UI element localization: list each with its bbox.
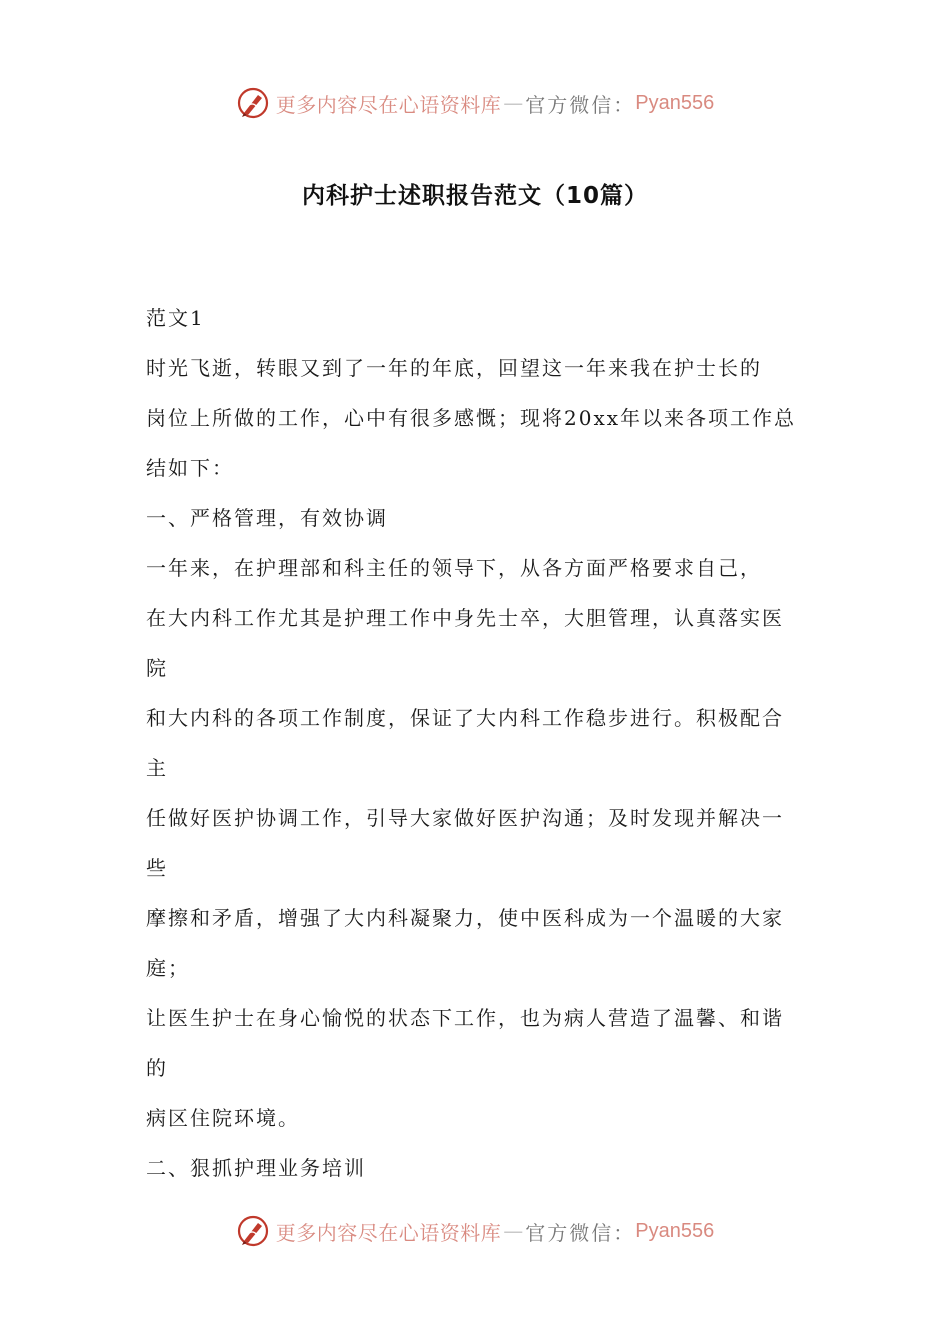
- section-heading: 二、狠抓护理业务培训: [146, 1156, 366, 1180]
- banner-separator: —: [503, 91, 524, 115]
- body-line: 任做好医护协调工作，引导大家做好医护沟通；及时发现并解决一: [146, 806, 784, 830]
- body-line: 庭；: [146, 956, 190, 980]
- pen-logo-icon: [236, 86, 270, 120]
- section-heading: 一、严格管理，有效协调: [146, 506, 388, 530]
- body-line: 病区住院环境。: [146, 1106, 300, 1130]
- banner-brand-text: 更多内容尽在心语资料库: [275, 92, 502, 117]
- document-body: [146, 298, 826, 1198]
- body-line: 摩擦和矛盾，增强了大内科凝聚力，使中医科成为一个温暖的大家: [146, 906, 784, 930]
- pen-logo-icon: [236, 1214, 270, 1248]
- body-line: 院: [146, 656, 168, 680]
- banner-separator: —: [503, 1219, 524, 1243]
- body-line: 岗位上所做的工作，心中有很多感慨；现将20xx年以来各项工作总: [146, 406, 797, 430]
- banner-wechat-label: 官方微信：: [525, 1220, 636, 1245]
- body-line: 主: [146, 756, 168, 780]
- body-line: 范文1: [146, 306, 205, 330]
- body-line: 在大内科工作尤其是护理工作中身先士卒，大胆管理，认真落实医: [146, 606, 784, 630]
- footer-banner: [0, 1211, 950, 1251]
- banner-wechat-id: Pyan556: [635, 1219, 715, 1242]
- header-banner: [0, 83, 950, 123]
- body-line: 让医生护士在身心愉悦的状态下工作，也为病人营造了温馨、和谐: [146, 1006, 784, 1030]
- body-line: 一年来，在护理部和科主任的领导下，从各方面严格要求自己，: [146, 556, 762, 580]
- body-line: 结如下：: [146, 456, 234, 480]
- banner-brand-text: 更多内容尽在心语资料库: [275, 1220, 502, 1245]
- body-line: 些: [146, 856, 168, 880]
- body-line: 的: [146, 1056, 168, 1080]
- body-line: 时光飞逝，转眼又到了一年的年底，回望这一年来我在护士长的: [146, 356, 762, 380]
- body-line: 和大内科的各项工作制度，保证了大内科工作稳步进行。积极配合: [146, 706, 784, 730]
- banner-wechat-label: 官方微信：: [525, 92, 636, 117]
- banner-wechat-id: Pyan556: [635, 91, 715, 114]
- document-title: 内科护士述职报告范文（10篇）: [301, 183, 648, 209]
